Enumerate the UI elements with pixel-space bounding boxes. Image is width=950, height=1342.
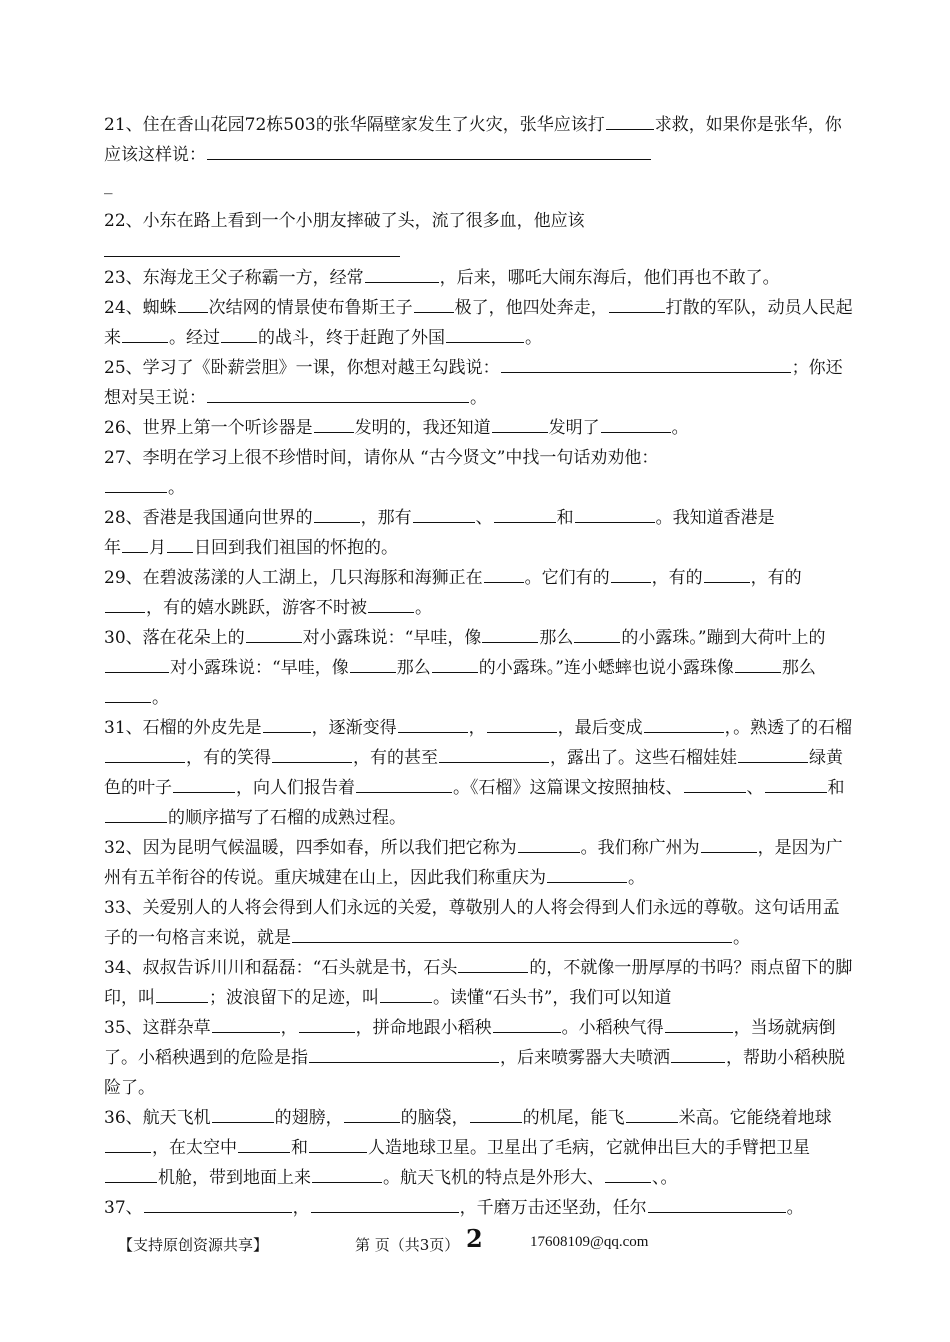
question-26	[104, 413, 854, 443]
answer-blank[interactable]	[105, 474, 167, 493]
question-text: 22、小东在路上看到一个小朋友摔破了头，流了很多血，他应该	[104, 211, 585, 231]
question-text: 。	[786, 1198, 804, 1218]
answer-blank[interactable]	[122, 534, 148, 553]
answer-blank[interactable]	[626, 1104, 678, 1123]
question-text: ，。熟透了的石榴	[724, 718, 853, 738]
question-27	[104, 443, 854, 503]
question-30	[104, 623, 854, 713]
answer-blank[interactable]	[439, 744, 549, 763]
question-text: 月	[149, 538, 166, 558]
question-text: 那么	[781, 658, 816, 678]
question-list	[104, 110, 854, 1223]
answer-blank[interactable]	[665, 1014, 733, 1033]
answer-blank[interactable]	[609, 294, 665, 313]
question-text: ，千磨万击还坚劲，任尔	[459, 1198, 647, 1218]
answer-blank[interactable]	[309, 1044, 499, 1063]
question-22	[104, 206, 854, 257]
answer-blank[interactable]	[212, 1014, 280, 1033]
question-text: 。小稻秧气得	[561, 1018, 664, 1038]
question-text: 30、落在花朵上的	[104, 628, 245, 648]
question-34	[104, 953, 854, 1013]
question-text: 人造地球卫星。卫星出了毛病，它就伸出巨大的手臂把卫星	[368, 1138, 810, 1158]
question-text: 34、叔叔告诉川川和磊磊：“石头就是书，石头	[104, 958, 458, 978]
question-33	[104, 893, 854, 953]
answer-blank[interactable]	[314, 504, 360, 523]
answer-blank[interactable]	[311, 1194, 459, 1213]
answer-blank[interactable]	[380, 984, 432, 1003]
answer-blank[interactable]	[314, 414, 354, 433]
question-text: ，向人们报告着	[236, 778, 355, 798]
question-text: 。	[168, 478, 185, 498]
answer-blank[interactable]	[178, 294, 208, 313]
answer-blank[interactable]	[299, 1014, 355, 1033]
answer-blank[interactable]	[156, 984, 208, 1003]
footer-page-info: 第 页（共3页）	[355, 1236, 460, 1254]
answer-blank[interactable]	[105, 1164, 157, 1183]
answer-blank[interactable]	[292, 924, 732, 943]
question-text: ，有的	[750, 568, 802, 588]
answer-blank[interactable]	[272, 744, 352, 763]
answer-blank[interactable]	[398, 714, 468, 733]
question-text: ，那有	[360, 508, 412, 528]
answer-blank[interactable]	[173, 774, 235, 793]
answer-blank[interactable]	[765, 774, 827, 793]
answer-blank[interactable]	[105, 804, 167, 823]
question-32	[104, 833, 854, 893]
answer-blank[interactable]	[144, 1194, 292, 1213]
question-text: 23、东海龙王父子称霸一方，经常	[104, 268, 364, 288]
question-text: 28、香港是我国通向世界的	[104, 508, 313, 528]
answer-blank[interactable]	[605, 1164, 651, 1183]
question-text: 。我知道香港是	[655, 508, 775, 528]
answer-blank[interactable]	[470, 1104, 522, 1123]
question-text: 25、学习了《卧薪尝胆》一课，你想对越王勾践说：	[104, 358, 500, 378]
question-text: 和	[291, 1138, 308, 1158]
answer-blank[interactable]	[575, 504, 655, 523]
answer-blank[interactable]	[446, 324, 524, 343]
question-text: ，有的	[651, 568, 703, 588]
question-text: 。	[152, 688, 169, 708]
question-text: ，是因为广州有五羊衔谷的传说。重庆城建在山上，因此我们称重庆为	[104, 838, 843, 888]
question-text: 21、住在香山花园72栋503的张华隔壁家发生了火灾，张华应该打	[104, 115, 605, 135]
answer-blank[interactable]	[484, 564, 524, 583]
question-text: 36、航天飞机	[104, 1108, 211, 1128]
answer-blank[interactable]	[238, 1134, 290, 1153]
question-text: 27、李明在学习上很不珍惜时间，请你从 “古今贤文”中找一句话劝劝他：	[104, 448, 659, 468]
answer-blank[interactable]	[207, 141, 651, 160]
question-text: 和	[556, 508, 574, 528]
question-text: ，拼命地跟小稻秧	[355, 1018, 492, 1038]
question-text: ，	[468, 718, 486, 738]
answer-blank[interactable]	[350, 654, 396, 673]
answer-blank[interactable]	[518, 834, 580, 853]
question-text: 的，不就像一册厚厚的书吗？雨点留下的脚印，叫	[104, 958, 853, 1008]
question-text: 。	[525, 328, 542, 348]
question-text: 的脑袋，	[400, 1108, 469, 1128]
answer-blank[interactable]	[574, 624, 620, 643]
question-text: 米高。它能绕着地球	[678, 1108, 832, 1128]
answer-blank[interactable]	[356, 774, 452, 793]
answer-blank[interactable]	[167, 534, 193, 553]
question-text: 24、蜘蛛	[104, 298, 177, 318]
question-28	[104, 503, 854, 563]
question-text: 。读懂“石头书”，我们可以知道	[433, 988, 672, 1008]
answer-blank[interactable]	[344, 1104, 400, 1123]
question-text: ，	[292, 1198, 310, 1218]
answer-blank[interactable]	[704, 564, 750, 583]
page-number: 2	[466, 1224, 483, 1253]
question-text: 。	[628, 868, 645, 888]
question-text: 的战斗，终于赶跑了外国	[258, 328, 445, 348]
question-text: ，在太空中	[152, 1138, 237, 1158]
question-21	[104, 110, 854, 200]
answer-blank[interactable]	[104, 236, 400, 257]
answer-blank[interactable]	[312, 1164, 382, 1183]
question-text: 发明的，我还知道	[354, 418, 491, 438]
question-text: ，露出了。这些石榴娃娃	[550, 748, 737, 768]
answer-blank[interactable]	[368, 594, 414, 613]
answer-blank[interactable]	[105, 594, 145, 613]
question-text: 。《石榴》这篇课文按照抽枝、	[453, 778, 683, 798]
question-text: 。	[470, 388, 487, 408]
answer-blank[interactable]	[105, 684, 151, 703]
answer-blank[interactable]	[684, 774, 746, 793]
question-text: 、。	[652, 1168, 678, 1188]
question-text: ，最后变成	[557, 718, 643, 738]
footer-slogan: 【支持原创资源共享】	[118, 1236, 269, 1254]
question-text: 、	[475, 508, 493, 528]
answer-blank[interactable]	[105, 1134, 151, 1153]
question-text: 极了，他四处奔走，	[454, 298, 608, 318]
page-footer	[0, 1224, 950, 1262]
question-text: ，逐渐变得	[311, 718, 397, 738]
answer-blank[interactable]	[414, 294, 454, 313]
answer-blank[interactable]	[492, 414, 548, 433]
answer-blank[interactable]	[365, 264, 439, 283]
answer-blank[interactable]	[221, 324, 257, 343]
question-31	[104, 713, 854, 833]
question-text: ；波浪留下的足迹，叫	[209, 988, 379, 1008]
question-29	[104, 563, 854, 623]
question-text: ，有的甚至	[353, 748, 438, 768]
question-24	[104, 293, 854, 353]
question-text: ，当场就病倒了。小稻秧遇到的危险是指	[104, 1018, 836, 1068]
question-text: 33、关爱别人的人将会得到人们永远的关爱，尊敬别人的人将会得到人们永远的尊敬。这句话用孟子的一句格言来说，就是	[104, 898, 840, 948]
answer-blank[interactable]	[606, 111, 654, 130]
question-text: 的顺序描写了石榴的成熟过程。	[168, 808, 406, 828]
question-text: ，有的笑得	[186, 748, 271, 768]
question-text: 26、世界上第一个听诊器是	[104, 418, 313, 438]
question-text: 发明了	[548, 418, 600, 438]
question-text: 。经过	[169, 328, 220, 348]
answer-blank[interactable]	[601, 414, 671, 433]
answer-blank[interactable]	[648, 1194, 786, 1213]
question-text: 29、在碧波荡漾的人工湖上，几只海豚和海狮正在	[104, 568, 483, 588]
answer-blank[interactable]	[611, 564, 651, 583]
question-text: 绿黄色的叶子	[104, 748, 843, 798]
question-text: 。它们有的	[524, 568, 610, 588]
question-text: 、	[746, 778, 764, 798]
question-text: 那么	[396, 658, 431, 678]
answer-blank[interactable]	[644, 714, 724, 733]
question-text: 的翅膀，	[274, 1108, 343, 1128]
answer-blank[interactable]	[493, 1014, 561, 1033]
answer-blank[interactable]	[735, 654, 781, 673]
question-text: ，后来喷雾器大夫喷洒	[500, 1048, 670, 1068]
answer-blank[interactable]	[482, 624, 538, 643]
answer-blank[interactable]	[432, 654, 478, 673]
answer-blank[interactable]	[105, 654, 169, 673]
question-text: 。	[733, 928, 750, 948]
question-text: 31、石榴的外皮先是	[104, 718, 262, 738]
question-text: 35、这群杂草	[104, 1018, 211, 1038]
answer-blank[interactable]	[501, 354, 791, 373]
question-text: 那么	[539, 628, 574, 648]
answer-blank[interactable]	[487, 714, 557, 733]
question-text: ，后来，哪吒大闹东海后，他们再也不敢了。	[439, 268, 780, 288]
question-text: 37、	[104, 1198, 143, 1218]
answer-blank[interactable]	[547, 864, 627, 883]
question-text: ；你还想对吴王说：	[104, 358, 843, 408]
answer-blank[interactable]	[263, 714, 311, 733]
question-text: 的小露珠。”蹦到大荷叶上的	[621, 628, 826, 648]
answer-blank[interactable]	[212, 1104, 274, 1123]
question-23	[104, 263, 854, 293]
question-37	[104, 1193, 854, 1223]
answer-blank[interactable]	[671, 1044, 725, 1063]
question-text: 和	[827, 778, 845, 798]
question-text: 对小露珠说：“早哇，像	[302, 628, 482, 648]
question-text: 32、因为昆明气候温暖，四季如春，所以我们把它称为	[104, 838, 517, 858]
question-text: 机舱，带到地面上来	[158, 1168, 311, 1188]
answer-blank[interactable]	[246, 624, 302, 643]
answer-blank[interactable]	[105, 744, 185, 763]
answer-blank[interactable]	[458, 954, 528, 973]
question-text: 年	[104, 538, 121, 558]
answer-blank[interactable]	[122, 324, 168, 343]
question-text: 。我们称广州为	[580, 838, 700, 858]
answer-blank[interactable]	[413, 504, 475, 523]
answer-blank[interactable]	[494, 504, 556, 523]
answer-blank[interactable]	[701, 834, 757, 853]
question-text: 。航天飞机的特点是外形大、	[383, 1168, 604, 1188]
question-text: _	[104, 175, 113, 195]
answer-blank[interactable]	[309, 1134, 367, 1153]
question-text: 次结网的情景使布鲁斯王子	[208, 298, 413, 318]
question-text: ，	[280, 1018, 298, 1038]
question-text: 。	[415, 598, 432, 618]
question-text: 。	[671, 418, 689, 438]
question-text: 日回到我们祖国的怀抱的。	[194, 538, 398, 558]
question-text: 的小露珠。”连小蟋蟀也说小露珠像	[478, 658, 734, 678]
question-25	[104, 353, 854, 413]
question-text: 打散的军队，动员人民起来	[104, 298, 853, 348]
footer-email: 17608109@qq.com	[530, 1234, 649, 1250]
question-35	[104, 1013, 854, 1103]
question-36	[104, 1103, 854, 1193]
question-text: ，有的嬉水跳跃，游客不时被	[146, 598, 367, 618]
answer-blank[interactable]	[207, 384, 469, 403]
answer-blank[interactable]	[738, 744, 808, 763]
question-text: ，帮助小稻秧脱险了。	[104, 1048, 845, 1098]
question-text: 对小露珠说：“早哇，像	[170, 658, 349, 678]
question-text: 求救，如果你是张华，你应该这样说：	[104, 115, 842, 165]
question-text: 的机尾，能飞	[522, 1108, 625, 1128]
